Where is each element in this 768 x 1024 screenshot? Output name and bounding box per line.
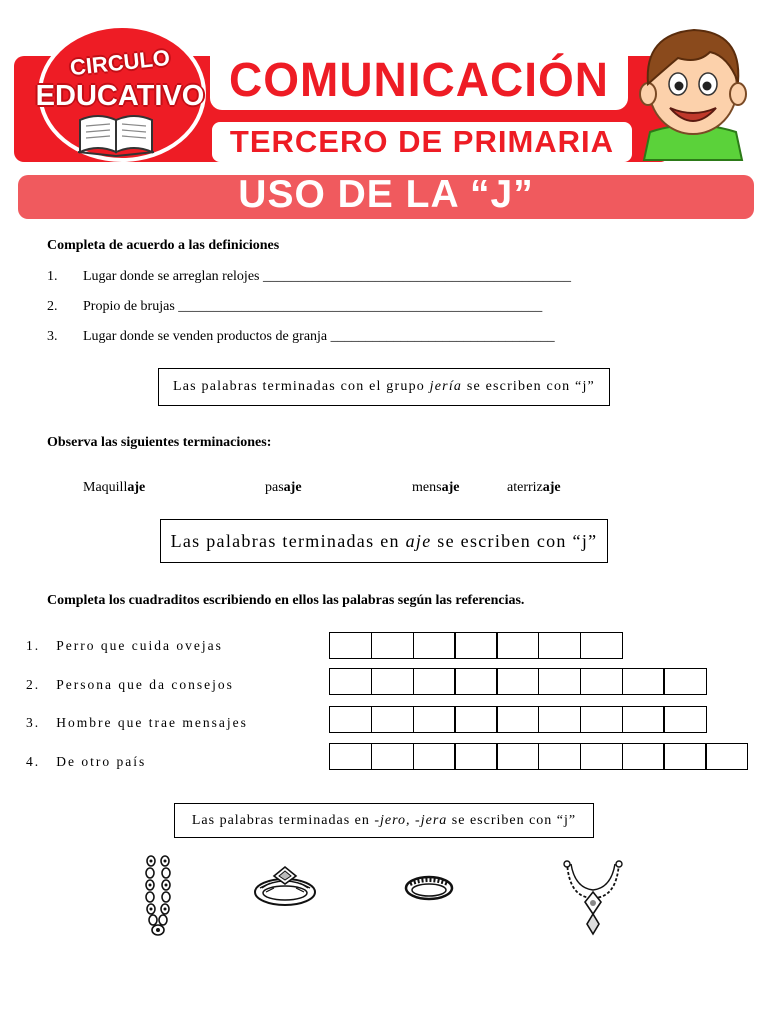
- rule-emphasis: aje: [405, 530, 432, 551]
- letter-box[interactable]: [454, 632, 497, 659]
- letter-box[interactable]: [329, 632, 372, 659]
- example-ending: aje: [283, 480, 302, 495]
- letter-box[interactable]: [413, 706, 456, 733]
- rule-text: Las palabras terminadas en: [191, 812, 375, 828]
- letter-box[interactable]: [371, 632, 414, 659]
- letter-box[interactable]: [329, 706, 372, 733]
- definition-item: Lugar donde se arreglan relojes ____________________________________________: [83, 269, 571, 284]
- letter-box[interactable]: [413, 632, 456, 659]
- letter-box[interactable]: [622, 706, 665, 733]
- letter-box[interactable]: [663, 706, 706, 733]
- letter-box[interactable]: [496, 668, 539, 695]
- logo-word-circulo: CIRCULO: [68, 44, 172, 81]
- letter-box[interactable]: [454, 668, 497, 695]
- letter-box[interactable]: [580, 706, 623, 733]
- clue-text: [26, 677, 234, 693]
- example-word: [507, 480, 561, 496]
- letter-box[interactable]: [663, 668, 706, 695]
- letter-box-row-2: [329, 668, 705, 695]
- ring-icon: [252, 864, 318, 908]
- example-ending: aje: [127, 480, 146, 495]
- rule-text: se escriben con “j”: [462, 379, 595, 394]
- definition-item: Lugar donde se venden productos de granja ________________________________: [83, 329, 555, 344]
- definition-number: 1.: [47, 269, 58, 284]
- clue-text: [26, 754, 146, 770]
- rule-box-jeria: [158, 368, 610, 406]
- clue-label: Perro que cuida ovejas: [56, 638, 223, 653]
- example-ending: aje: [542, 480, 561, 495]
- example-ending: aje: [441, 480, 460, 495]
- letter-box[interactable]: [538, 632, 581, 659]
- clue-number: 1.: [26, 638, 41, 653]
- section1-instruction: Completa de acuerdo a las definiciones: [47, 238, 280, 253]
- letter-box[interactable]: [413, 743, 456, 770]
- rule-text: se escriben con “j”: [447, 812, 577, 828]
- letter-box[interactable]: [538, 706, 581, 733]
- letter-box[interactable]: [580, 632, 623, 659]
- definition-number: 2.: [47, 299, 58, 314]
- letter-box[interactable]: [496, 706, 539, 733]
- worksheet-title: USO DE LA “J”: [238, 173, 534, 216]
- letter-box[interactable]: [580, 668, 623, 695]
- rule-emphasis: -jero, -jera: [374, 812, 448, 828]
- pendant-necklace-icon: [561, 858, 625, 936]
- example-stem: mens: [412, 480, 442, 495]
- example-word: [83, 480, 145, 496]
- letter-box[interactable]: [454, 706, 497, 733]
- rule-box-aje: [160, 519, 608, 563]
- bracelet-icon: [404, 874, 454, 902]
- open-book-icon: [76, 112, 156, 158]
- rule-text: Las palabras terminadas en: [170, 530, 406, 551]
- letter-box[interactable]: [329, 743, 372, 770]
- letter-box[interactable]: [496, 743, 539, 770]
- letter-box[interactable]: [371, 668, 414, 695]
- letter-box[interactable]: [580, 743, 623, 770]
- letter-box[interactable]: [454, 743, 497, 770]
- letter-box[interactable]: [663, 743, 706, 770]
- example-word: [265, 480, 302, 496]
- rule-text: se escriben con “j”: [431, 530, 598, 551]
- letter-box[interactable]: [622, 743, 665, 770]
- letter-box[interactable]: [413, 668, 456, 695]
- letter-box[interactable]: [705, 743, 748, 770]
- subject-title: COMUNICACIÓN: [229, 51, 609, 107]
- rule-box-jero: [174, 803, 594, 838]
- rule-text: Las palabras terminadas con el grupo: [173, 379, 430, 394]
- clue-label: De otro país: [56, 754, 147, 769]
- rule-emphasis: jería: [429, 379, 463, 394]
- letter-box[interactable]: [622, 668, 665, 695]
- letter-box[interactable]: [496, 632, 539, 659]
- definition-number: 3.: [47, 329, 58, 344]
- clue-text: [26, 715, 248, 731]
- letter-box-row-1: [329, 632, 622, 659]
- example-stem: pas: [265, 480, 284, 495]
- clue-number: 2.: [26, 677, 41, 692]
- letter-box-row-3: [329, 706, 705, 733]
- letter-box[interactable]: [538, 743, 581, 770]
- letter-box-row-4: [329, 743, 747, 770]
- letter-box[interactable]: [371, 706, 414, 733]
- grade-subtitle: TERCERO DE PRIMARIA: [229, 124, 615, 159]
- letter-box[interactable]: [538, 668, 581, 695]
- logo-word-educativo: EDUCATIVO: [35, 80, 205, 112]
- clue-text: [26, 638, 223, 654]
- clue-number: 4.: [26, 754, 41, 769]
- clue-label: Hombre que trae mensajes: [56, 715, 248, 730]
- definition-item: Propio de brujas ____________________________________________________: [83, 299, 543, 314]
- section2-instruction: Observa las siguientes terminaciones:: [47, 435, 272, 450]
- section3-instruction: Completa los cuadraditos escribiendo en ellos las palabras según las referencias.: [47, 593, 525, 608]
- letter-box[interactable]: [329, 668, 372, 695]
- clue-number: 3.: [26, 715, 41, 730]
- boy-mascot-icon: [632, 22, 754, 162]
- necklace-icon: [143, 855, 173, 937]
- example-stem: Maquill: [83, 480, 128, 495]
- letter-box[interactable]: [371, 743, 414, 770]
- example-word: [412, 480, 459, 496]
- clue-label: Persona que da consejos: [56, 677, 234, 692]
- example-stem: aterriz: [507, 480, 543, 495]
